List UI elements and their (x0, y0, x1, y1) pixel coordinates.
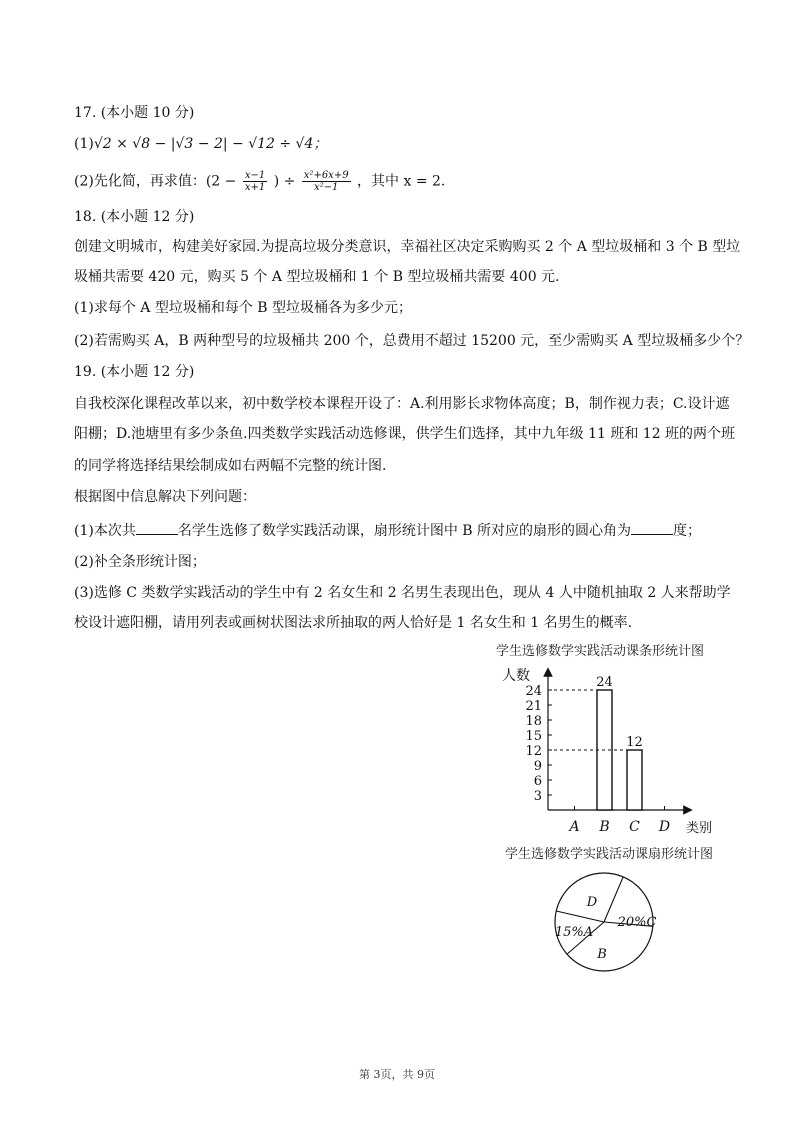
y-tick-label: 3 (533, 789, 542, 804)
q17-header: 17. (本小题 10 分) (74, 105, 195, 121)
q19-part1-a: (1)本次共 (74, 523, 136, 539)
q18-header: 18. (本小题 12 分) (74, 209, 195, 225)
y-tick-label: 6 (533, 774, 542, 789)
y-axis-label: 人数 (502, 668, 530, 684)
q19-part2: (2)补全条形统计图； (74, 554, 206, 570)
q19-line2: 阳棚；D.池塘里有多少条鱼.四类数学实践活动选修课，供学生们选择，其中九年级 11 班和 12 班的两个班 (74, 426, 736, 442)
q18-part2: (2)若需购买 A，B 两种型号的垃圾桶共 200 个，总费用不超过 15200 元，至少需购买 A 型垃圾桶多少个？ (74, 333, 750, 349)
pie-label-A: 15%A (554, 925, 594, 940)
q19-part3-line2: 校设计遮阳棚，请用列表或画树状图法求所抽取的两人恰好是 1 名女生和 1 名男生的概率. (74, 615, 633, 631)
x-tick-label-B: B (599, 819, 610, 835)
q17-part2 (74, 170, 445, 193)
y-tick-label: 18 (525, 714, 542, 729)
q17-part2-mid: ) ÷ (273, 173, 296, 190)
q17-part1 (74, 134, 327, 154)
q17-part1-prefix: (1) (74, 136, 94, 152)
q19-part1 (74, 520, 701, 541)
pie-chart (540, 868, 670, 978)
q17-fraction-1 (243, 170, 267, 193)
q17-part2-prefix: (2)先化简，再求值：(2 − (74, 173, 237, 190)
q19-line4: 根据图中信息解决下列问题： (74, 489, 256, 505)
q18-part1: (1)求每个 A 型垃圾桶和每个 B 型垃圾桶各为多少元； (74, 300, 413, 316)
fraction-2-numerator: x²+6x+9 (303, 170, 349, 181)
bar-chart (500, 658, 740, 838)
data-label-C: 12 (626, 735, 643, 750)
q18-line1: 创建文明城市，构建美好家园.为提高垃圾分类意识，幸福社区决定采购购买 2 个 A 型垃圾桶和 3 个 B 型垃 (74, 239, 741, 255)
pie-boundary-d-a (556, 911, 604, 922)
q18-line2: 圾桶共需要 420 元，购买 5 个 A 型垃圾桶和 1 个 B 型垃圾桶共需要 400 元. (74, 269, 560, 285)
bar-chart-title: 学生选修数学实践活动课条形统计图 (496, 644, 705, 659)
pie-chart-title: 学生选修数学实践活动课扇形统计图 (505, 847, 714, 862)
q19-line3: 的同学将选择结果绘制成如右两幅不完整的统计图. (74, 458, 387, 474)
y-tick-label: 24 (525, 684, 542, 699)
answer-blank-2 (631, 520, 673, 535)
q19-line1: 自我校深化课程改革以来，初中数学校本课程开设了：A.利用影长求物体高度；B，制作视力表；C.设计遮 (74, 396, 730, 412)
pie-label-B: B (597, 947, 607, 962)
pie-label-C: 20%C (617, 915, 657, 930)
fraction-1-denominator: x+1 (244, 182, 266, 193)
x-tick-label-C: C (629, 819, 640, 835)
x-tick-label-A: A (569, 819, 580, 835)
q19-header: 19. (本小题 12 分) (74, 364, 195, 380)
q19-part1-c: 度； (673, 523, 702, 539)
x-axis-label: 类别 (686, 821, 713, 836)
q17-fraction-2 (302, 170, 351, 193)
page-footer: 第 3页，共 9页 (359, 1068, 435, 1081)
bar-C (627, 750, 642, 810)
fraction-2-denominator: x²−1 (313, 182, 339, 193)
q17-part1-expression: √2 × √8 − |√3 − 2| − √12 ÷ √4； (93, 136, 328, 152)
q17-part2-suffix: ，其中 x = 2. (357, 173, 446, 190)
pie-label-D: D (586, 895, 598, 910)
y-tick-label: 9 (533, 759, 542, 774)
q19-part3-line1: (3)选修 C 类数学实践活动的学生中有 2 名女生和 2 名男生表现出色，现从 4 人中随机抽取 2 人来帮助学 (74, 585, 731, 601)
q19-part1-b: 名学生选修了数学实践活动课，扇形统计图中 B 所对应的扇形的圆心角为 (177, 523, 632, 539)
y-tick-label: 12 (525, 744, 542, 759)
fraction-1-numerator: x−1 (244, 170, 266, 181)
y-tick-label: 15 (525, 729, 542, 744)
answer-blank-1 (136, 520, 178, 535)
data-label-B: 24 (596, 675, 613, 690)
x-tick-label-D: D (658, 819, 671, 835)
y-tick-label: 21 (525, 699, 542, 714)
